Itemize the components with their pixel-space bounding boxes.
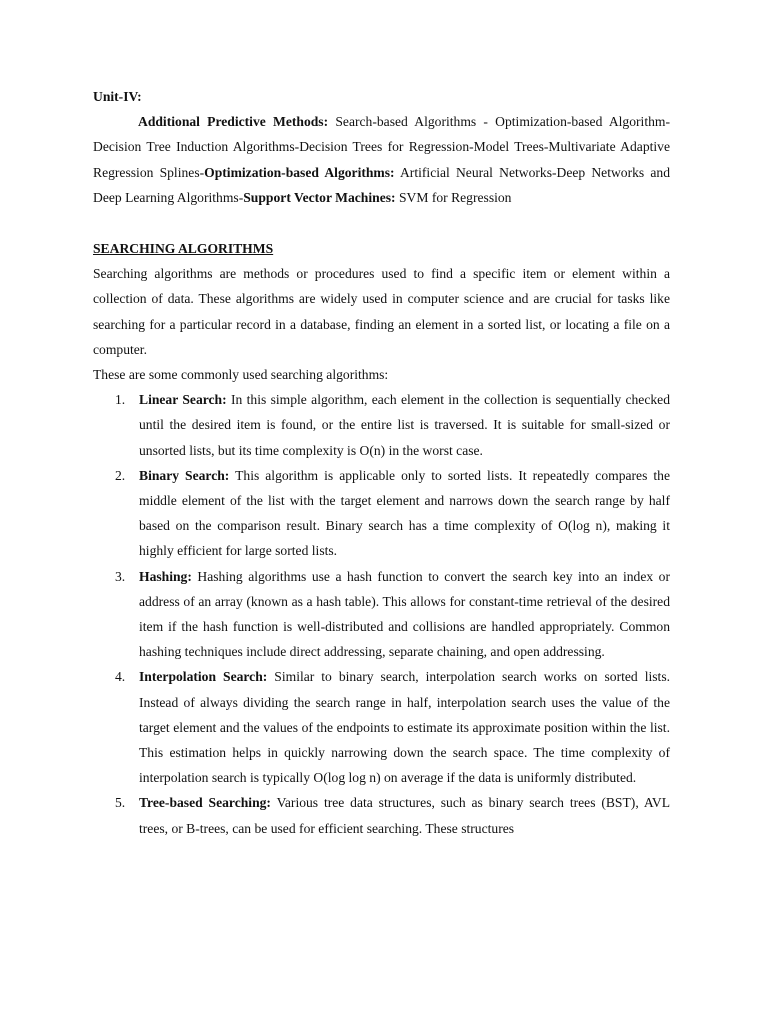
section-heading: SEARCHING ALGORITHMS <box>93 241 274 257</box>
list-intro: These are some commonly used searching algorithms: <box>93 367 389 383</box>
list-item-description: Hashing algorithms use a hash function to convert the search key into an index or address of an array (known as a hash table). This allows for constant-time retrieval of the desired item if the hash function is well-distributed and collisions are handled appropriately. Common hashing techniques include direct addressing, separate chaining, and open addressing. <box>139 568 670 660</box>
overview-text-1: Search-based Algorithms - Optimization-based Algorithm- Decision Tree Induction Algorithms-Decision Trees for Regression-Model Trees-Multivariate Adaptive Regression Splines- <box>93 114 670 180</box>
list-item-number: 4. <box>115 669 126 685</box>
list-item-description: In this simple algorithm, each element in the collection is sequentially checked until the desired item is found, or the entire list is traversed. It is suitable for small-sized or unsorted lists, but its time complexity is O(n) in the worst case. <box>139 392 670 458</box>
list-item-number: 2. <box>115 467 126 483</box>
section-paragraph: Searching algorithms are methods or procedures used to find a specific item or element within a collection of data. These algorithms are widely used in computer science and are crucial for tasks like searching for a particular record in a database, finding an element in a sorted list, or locating a file on a computer. <box>93 266 670 357</box>
unit-heading: Unit-IV: <box>93 89 142 104</box>
list-item-description: Various tree data structures, such as binary search trees (BST), AVL trees, or B-trees, can be used for efficient searching. These structures <box>139 795 670 836</box>
list-item <box>93 564 670 665</box>
list-item <box>93 387 670 463</box>
overview-bold-label-2: Optimization-based Algorithms: <box>204 164 395 180</box>
list-item-description: This algorithm is applicable only to sorted lists. It repeatedly compares the middle element of the list with the target element and narrows down the search range by half based on the comparison result. Binary search has a time complexity of O(log n), making it highly efficient for large sorted lists. <box>139 467 670 559</box>
overview-bold-label-3: Support Vector Machines: <box>243 189 396 205</box>
list-item-title: Binary Search: <box>139 467 230 483</box>
overview-text-3: SVM for Regression <box>395 189 512 205</box>
list-item <box>93 463 670 564</box>
list-item-title: Tree-based Searching: <box>139 795 271 811</box>
overview-lead-label: Additional Predictive Methods: <box>138 114 329 130</box>
algorithm-list <box>93 387 670 841</box>
list-item-description: Similar to binary search, interpolation search works on sorted lists. Instead of always dividing the search range in half, interpolation search uses the value of the target element and the values of the endpoints to estimate its approximate position within the list. This estimation helps in quickly narrowing down the search space. The time complexity of interpolation search is typically O(log log n) on average if the data is uniformly distributed. <box>139 669 671 786</box>
unit-overview-paragraph <box>93 109 670 210</box>
document-body <box>93 84 670 841</box>
list-item-title: Linear Search: <box>139 392 227 408</box>
list-item-number: 1. <box>115 392 126 408</box>
list-item-title: Hashing: <box>139 568 192 584</box>
overview-text-2: Artificial Neural Networks-Deep Networks and Deep Learning Algorithms- <box>93 164 670 205</box>
list-item-title: Interpolation Search: <box>139 669 268 685</box>
list-item-number: 3. <box>115 568 126 584</box>
list-item <box>93 790 670 840</box>
list-item-number: 5. <box>115 795 126 811</box>
list-item <box>93 664 670 790</box>
